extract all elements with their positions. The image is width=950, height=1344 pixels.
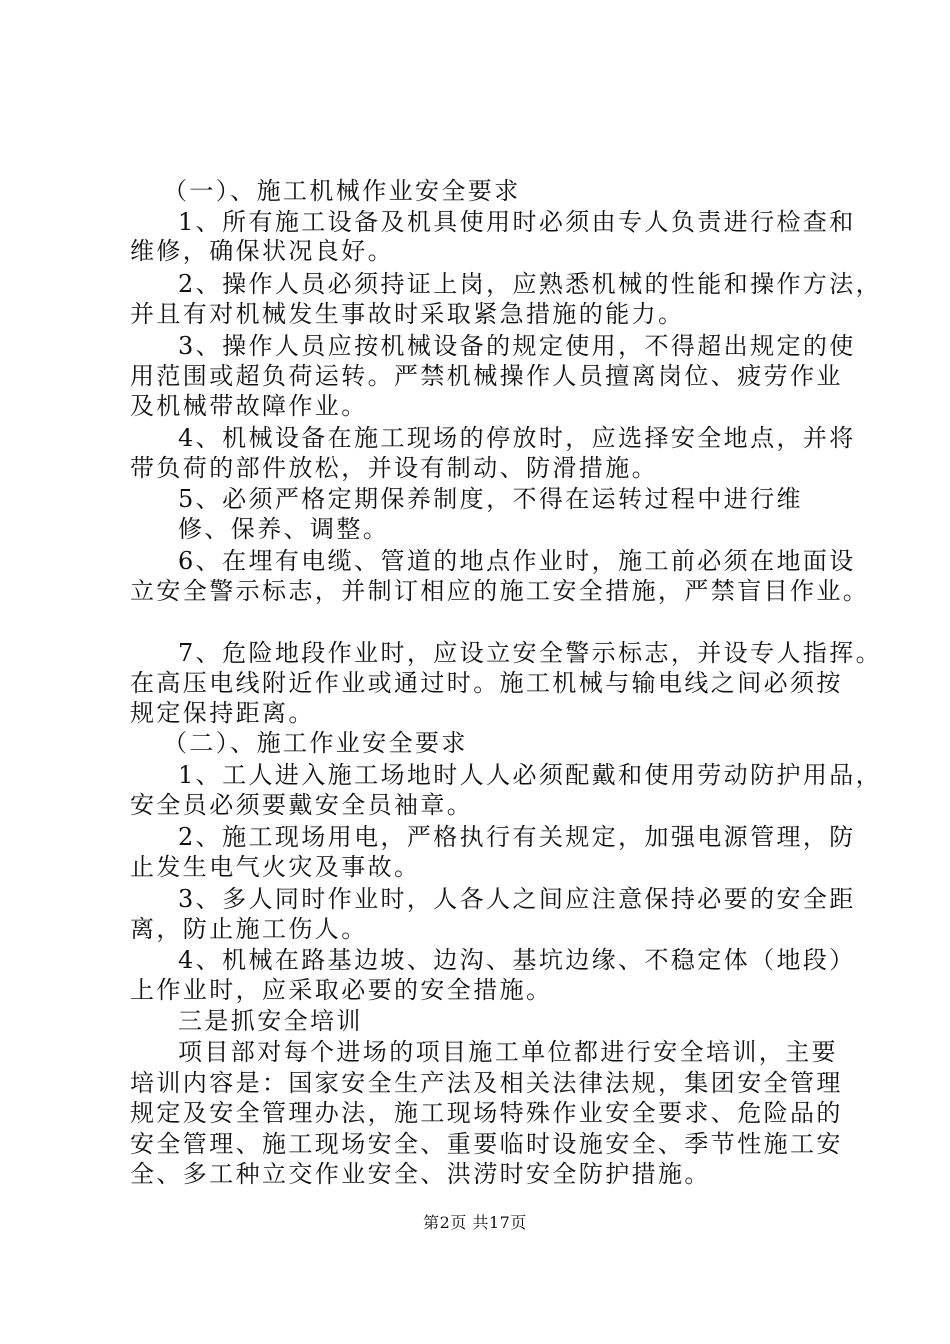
paragraph-line: 在高压电线附近作业或通过时。施工机械与输电线之间必须按 xyxy=(130,669,843,697)
paragraph-line: 1、工人进入施工场地时人人必须配戴和使用劳动防护用品， xyxy=(178,761,883,789)
paragraph-line: 2、操作人员必须持证上岗，应熟悉机械的性能和操作方法， xyxy=(178,270,883,298)
paragraph-line: 规定保持距离。 xyxy=(130,699,315,727)
paragraph-line: 安全管理、施工现场安全、重要临时设施安全、季节性施工安 xyxy=(130,1130,843,1158)
paragraph-line: 带负荷的部件放松，并设有制动、防滑措施。 xyxy=(130,454,658,482)
page-footer: 第2页 共17页 xyxy=(423,1213,527,1232)
section-heading-1: （一）、施工机械作业安全要求 xyxy=(163,177,521,205)
paragraph-line: 4、机械在路基边坡、边沟、基坑边缘、不稳定体（地段） xyxy=(178,946,856,974)
paragraph-line: 维修，确保状况良好。 xyxy=(130,237,394,265)
section-heading-3: 三是抓安全培训 xyxy=(178,1007,363,1035)
paragraph-line: 离，防止施工伤人。 xyxy=(130,915,368,943)
paragraph-line: 3、多人同时作业时，人各人之间应注意保持必要的安全距 xyxy=(178,885,856,913)
paragraph-line: 立安全警示标志，并制订相应的施工安全措施，严禁盲目作业。 xyxy=(130,577,870,605)
paragraph-line: 修、保养、调整。 xyxy=(178,515,390,543)
paragraph-line: 用范围或超负荷运转。严禁机械操作人员擅离岗位、疲劳作业 xyxy=(130,362,843,390)
paragraph-line: 止发生电气火灾及事故。 xyxy=(130,853,421,881)
paragraph-line: 安全员必须要戴安全员袖章。 xyxy=(130,791,474,819)
section-heading-2: （二）、施工作业安全要求 xyxy=(163,729,468,757)
paragraph-line: 培训内容是：国家安全生产法及相关法律法规，集团安全管理 xyxy=(130,1069,843,1097)
paragraph-line: 项目部对每个进场的项目施工单位都进行安全培训，主要 xyxy=(178,1038,838,1066)
paragraph-line: 4、机械设备在施工现场的停放时，应选择安全地点，并将 xyxy=(178,424,856,452)
paragraph-line: 1、所有施工设备及机具使用时必须由专人负责进行检查和 xyxy=(178,208,856,236)
paragraph-line: 6、在埋有电缆、管道的地点作业时，施工前必须在地面设 xyxy=(178,547,856,575)
paragraph-line: 2、施工现场用电，严格执行有关规定，加强电源管理，防 xyxy=(178,823,856,851)
paragraph-line: 并且有对机械发生事故时采取紧急措施的能力。 xyxy=(130,300,685,328)
paragraph-line: 3、操作人员应按机械设备的规定使用，不得超出规定的使 xyxy=(178,332,856,360)
paragraph-line: 5、必须严格定期保养制度，不得在运转过程中进行维 xyxy=(178,485,803,513)
paragraph-line: 上作业时，应采取必要的安全措施。 xyxy=(130,976,553,1004)
paragraph-line: 及机械带故障作业。 xyxy=(130,392,368,420)
paragraph-line: 全、多工种立交作业安全、洪涝时安全防护措施。 xyxy=(130,1160,711,1188)
paragraph-line: 规定及安全管理办法，施工现场特殊作业安全要求、危险品的 xyxy=(130,1099,843,1127)
paragraph-line: 7、危险地段作业时，应设立安全警示标志，并设专人指挥。 xyxy=(178,639,883,667)
